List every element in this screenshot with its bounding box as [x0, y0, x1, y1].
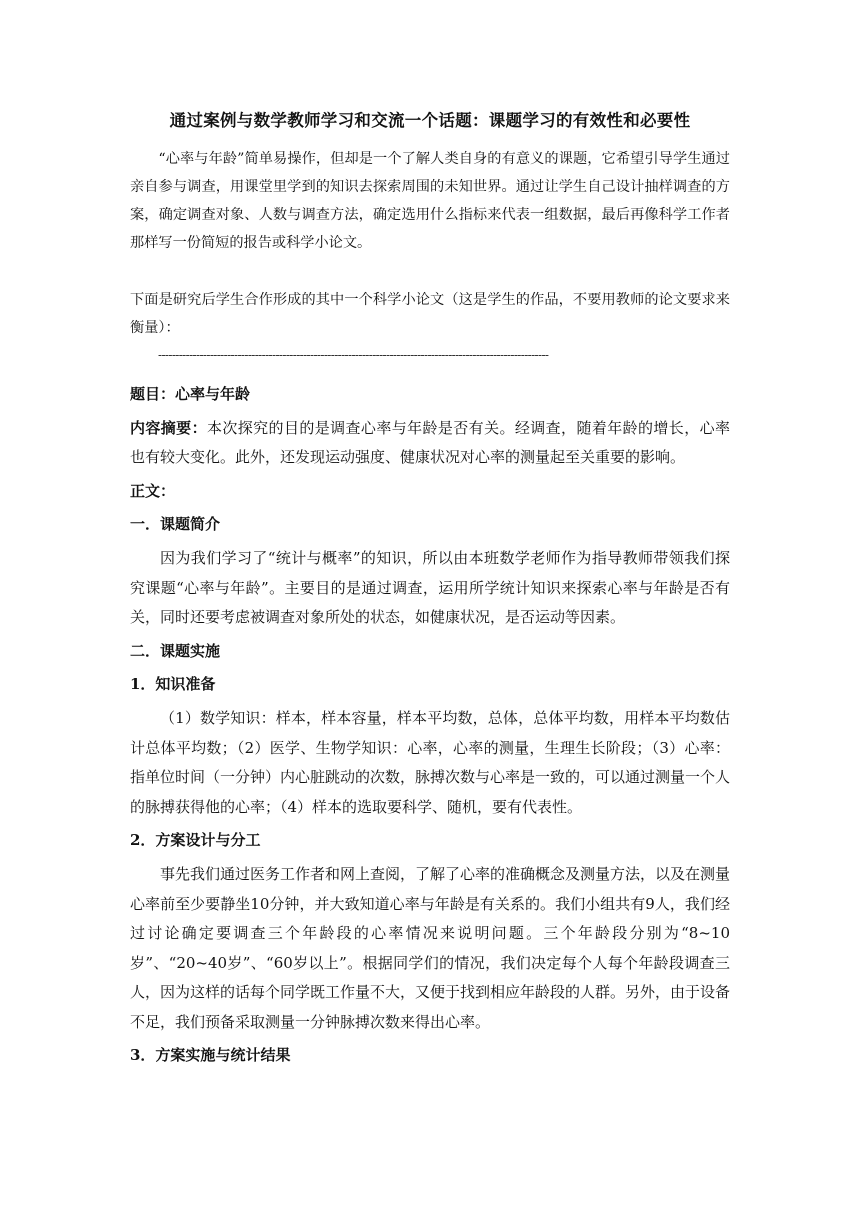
- paper-body: [130, 380, 730, 1071]
- section-2-heading: 二．课题实施: [130, 641, 221, 660]
- intro-text-2: 下面是研究后学生合作形成的其中一个科学小论文（这是学生的作品，不要用教师的论文要求来衡量）：: [130, 292, 730, 336]
- intro-paragraph-2: [130, 286, 730, 342]
- section-1-text: 因为我们学习了“统计与概率”的知识，所以由本班数学老师作为指导教师带领我们探究课题“心率与年龄”。主要目的是通过调查，运用所学统计知识来探索心率与年龄是否有关，同时还要考虑被调查对象所处的状态，如健康状况，是否运动等因素。: [130, 548, 730, 627]
- abstract-text: 本次探究的目的是调查心率与年龄是否有关。经调查，随着年龄的增长，心率也有较大变化。此外，还发现运动强度、健康状况对心率的测量起至关重要的影响。: [130, 418, 730, 467]
- abstract-paragraph: [130, 414, 730, 473]
- topic-value: 心率与年龄: [175, 385, 251, 403]
- section-2-3-heading: 3．方案实施与统计结果: [130, 1046, 291, 1065]
- body-label: 正文：: [130, 481, 176, 500]
- topic-label: 题目：: [130, 385, 176, 403]
- intro-text-1: “心率与年龄”简单易操作，但却是一个了解人类自身的有意义的课题，它希望引导学生通过亲自参与调查，用课堂里学到的知识去探索周围的未知世界。通过让学生自己设计抽样调查的方案，确定调查对象、人数与调查方法，确定选用什么指标来代表一组数据，最后再像科学工作者那样写一份简短的报告或科学小论文。: [130, 151, 730, 251]
- abstract-label: 内容摘要：: [130, 418, 207, 437]
- section-2-2-heading: 2．方案设计与分工: [130, 831, 261, 850]
- section-2-1-text: （1）数学知识：样本，样本容量，样本平均数，总体，总体平均数，用样本平均数估计总体平均数；（2）医学、生物学知识：心率，心率的测量，生理生长阶段；（3）心率：指单位时间（一分钟）内心脏跳动的次数，脉搏次数与心率是一致的，可以通过测量一个人的脉搏获得他的心率；（4）样本的选取要科学、随机，要有代表性。: [130, 708, 731, 816]
- section-2-1-heading: 1．知识准备: [130, 675, 216, 694]
- document-title: 通过案例与数学教师学习和交流一个话题：课题学习的有效性和必要性: [169, 111, 691, 130]
- section-1-heading: 一．课题简介: [130, 515, 221, 534]
- topic-line: [130, 380, 730, 410]
- intro-paragraph-1: [130, 145, 730, 257]
- section-2-2-text: 事先我们通过医务工作者和网上查阅，了解了心率的准确概念及测量方法，以及在测量心率前至少要静坐10分钟，并大致知道心率与年龄是有关系的。我们小组共有9人，我们经过讨论确定要调查三个年龄段的心率情况来说明问题。三个年龄段分别为“8~10 岁”、“20~40岁”、“60岁以上”。根据同学们的情况，我们决定每个人每个年龄段调查三人，因为这样的话每个同学既工作量不大，又便于找到相应年龄段的人群。另外，由于设备不足，我们预备采取测量一分钟脉搏次数来得出心率。: [130, 864, 731, 1031]
- section-divider: -----------------------------------------------------------------------------------------------------------------: [158, 348, 549, 362]
